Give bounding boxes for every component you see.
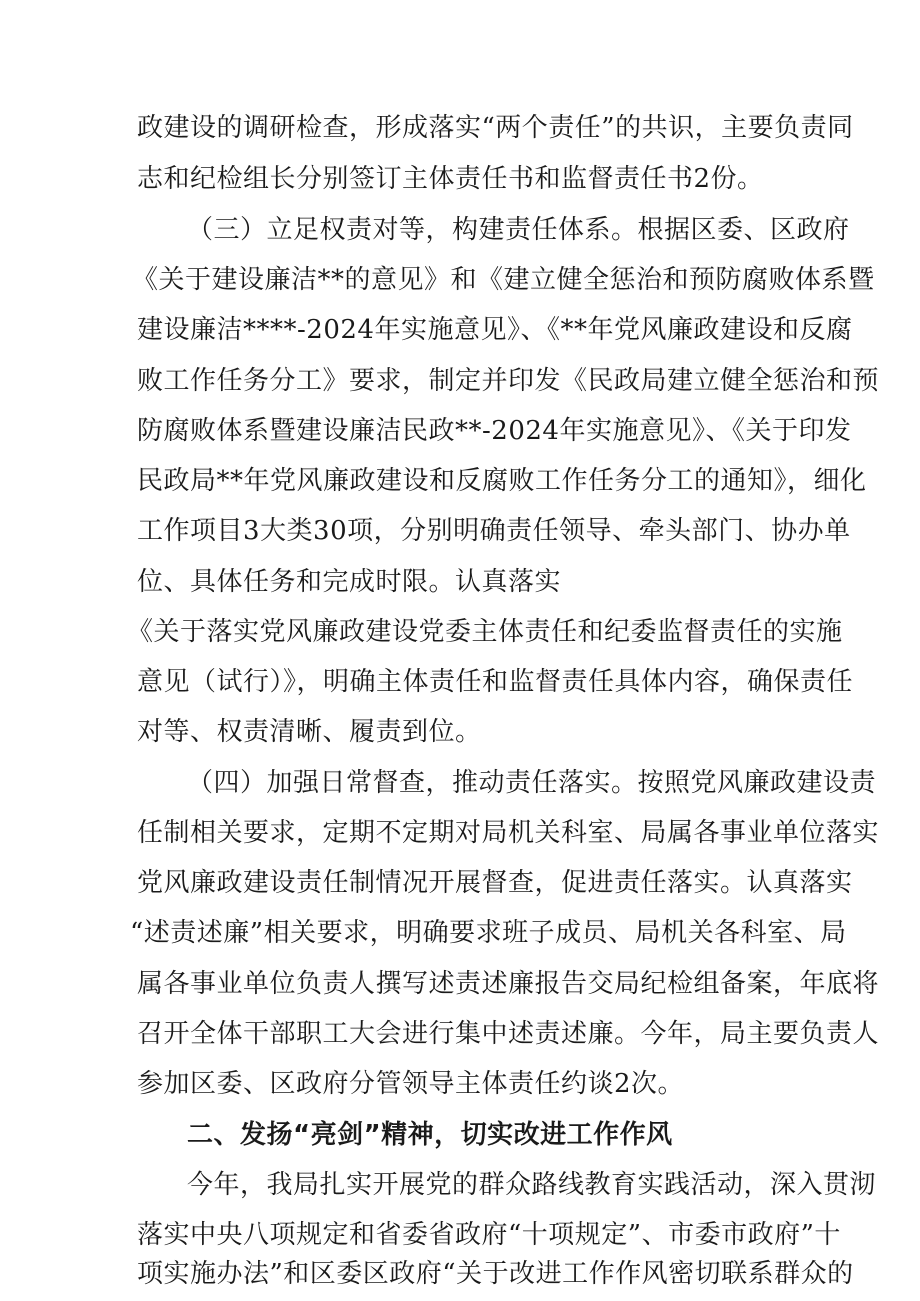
text-line-17: “述责述廉”相关要求，明确要求班子成员、局机关各科室、局 bbox=[130, 918, 847, 948]
text-line-13: 对等、权责清晰、履责到位。 bbox=[137, 717, 482, 747]
text-line-15: 任制相关要求，定期不定期对局机关科室、局属各事业单位落实 bbox=[137, 818, 880, 848]
text-line-5: 建设廉洁****-2024年实施意见》、《**年党风廉政建设和反腐 bbox=[137, 315, 853, 345]
text-line-18: 属各事业单位负责人撰写述责述廉报告交局纪检组备案，年底将 bbox=[137, 969, 880, 999]
text-line-12: 意见（试行）》，明确主体责任和监督责任具体内容，确保责任 bbox=[137, 667, 854, 697]
section-heading: 二、发扬“亮剑”精神，切实改进工作作风 bbox=[187, 1120, 673, 1150]
text-line-24: 项实施办法”和区委区政府“关于改进工作作风密切联系群众的 bbox=[137, 1259, 854, 1289]
text-line-23: 落实中央八项规定和省委省政府“十项规定”、市委市政府”十 bbox=[137, 1220, 841, 1250]
text-line-7: 防腐败体系暨建设廉洁民政**-2024年实施意见》、《关于印发 bbox=[137, 416, 852, 446]
text-line-8: 民政局**年党风廉政建设和反腐败工作任务分工的通知》，细化 bbox=[137, 466, 867, 496]
paragraph-5-start: 今年，我局扎实开展党的群众路线教育实践活动，深入贯沏 bbox=[187, 1170, 877, 1200]
text-line-16: 党风廉政建设责任制情况开展督查，促进责任落实。认真落实 bbox=[137, 868, 853, 898]
text-line-20: 参加区委、区政府分管领导主体责任约谈2次。 bbox=[137, 1069, 685, 1099]
text-line-11: 《关于落实党风廉政建设党委主体责任和纪委监督责任的实施 bbox=[127, 617, 843, 647]
paragraph-3-start: （三）立足权责对等，构建责任体系。根据区委、区政府 bbox=[187, 215, 850, 245]
text-line-6: 败工作任务分工》要求，制定并印发《民政局建立健全惩治和预 bbox=[137, 366, 880, 396]
text-line-4: 《关于建设廉洁**的意见》和《建立健全惩治和预防腐败体系暨 bbox=[132, 265, 875, 295]
text-line-1: 政建设的调研检查，形成落实“两个责任”的共识，主要负责同 bbox=[137, 113, 854, 143]
text-line-2: 志和纪检组长分别签订主体责任书和监督责任书2份。 bbox=[137, 164, 764, 194]
text-line-10: 位、具体任务和完成时限。认真落实 bbox=[137, 567, 562, 597]
paragraph-4-start: （四）加强日常督查，推动责任落实。按照党风廉政建设责 bbox=[187, 768, 877, 798]
text-line-19: 召开全体干部职工大会进行集中述责述廉。今年，局主要负责人 bbox=[137, 1019, 880, 1049]
text-line-9: 工作项目3大类30项，分别明确责任领导、牵头部门、协办单 bbox=[137, 516, 851, 546]
